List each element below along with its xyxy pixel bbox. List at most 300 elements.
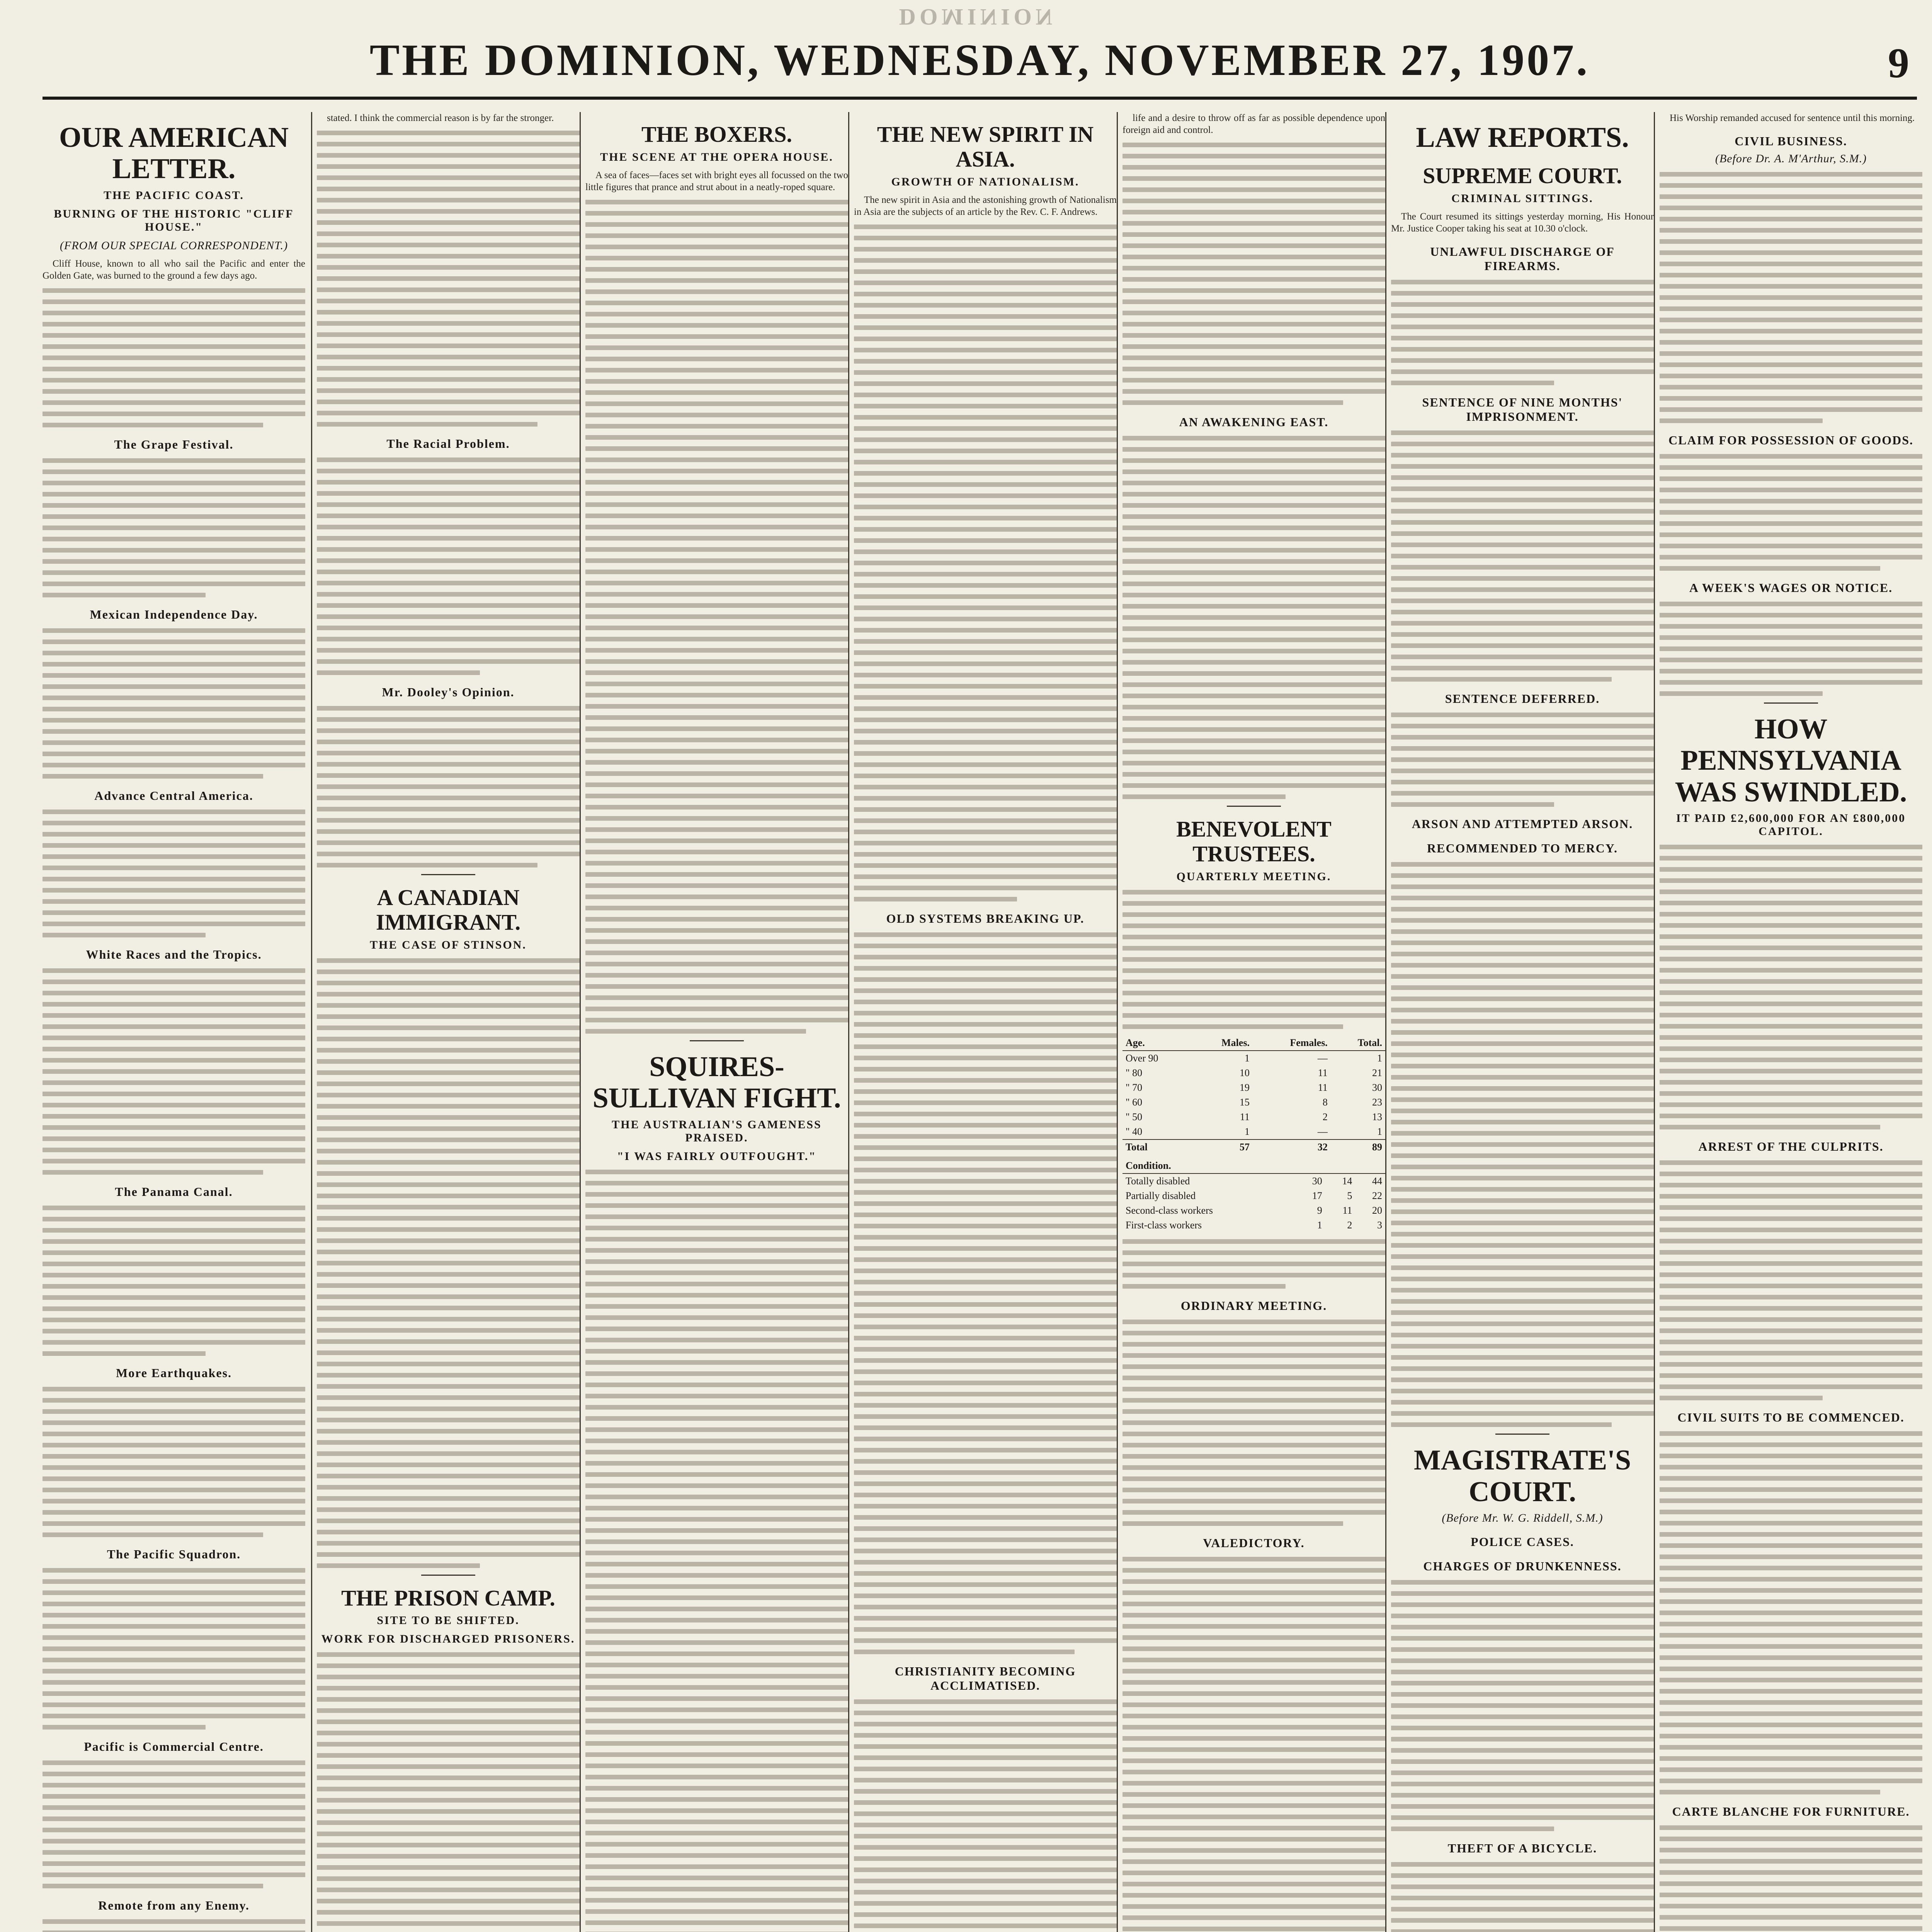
section-heading: Advance Central America. bbox=[94, 788, 253, 803]
text-line bbox=[1122, 277, 1385, 282]
text-line bbox=[585, 245, 848, 249]
text-line bbox=[854, 348, 1117, 352]
text-line bbox=[1122, 1342, 1385, 1347]
text-line bbox=[1391, 509, 1654, 514]
text-line bbox=[317, 1194, 580, 1198]
article-subhead: IT PAID £2,600,000 FOR AN £800,000 CAPITOL. bbox=[1676, 812, 1906, 838]
table-cell: 2 bbox=[1347, 1219, 1352, 1231]
table-cell: Totally disabled bbox=[1126, 1175, 1190, 1187]
text-line bbox=[1122, 1702, 1385, 1707]
text-line bbox=[317, 659, 580, 664]
text-line bbox=[854, 1425, 1117, 1430]
text-line bbox=[1122, 243, 1385, 248]
text-line bbox=[854, 650, 1117, 655]
text-line bbox=[854, 1325, 1117, 1329]
text-line bbox=[1660, 250, 1922, 255]
text-line bbox=[585, 614, 848, 619]
text-line bbox=[43, 1919, 305, 1924]
table-cell: 13 bbox=[1372, 1111, 1382, 1122]
text-line bbox=[317, 670, 480, 675]
text-line bbox=[854, 1504, 1117, 1509]
text-line bbox=[43, 821, 305, 825]
text-line bbox=[1391, 1198, 1654, 1203]
text-line bbox=[585, 1640, 848, 1645]
text-line bbox=[1122, 705, 1385, 709]
text-line bbox=[585, 1797, 848, 1802]
text-line bbox=[1122, 447, 1385, 452]
text-line bbox=[585, 1831, 848, 1835]
column-5 bbox=[1122, 112, 1385, 1932]
text-line bbox=[585, 256, 848, 260]
text-line bbox=[317, 1037, 580, 1041]
body-text bbox=[854, 224, 1117, 901]
text-line bbox=[1122, 1669, 1385, 1673]
text-line bbox=[317, 1317, 580, 1321]
body-text bbox=[317, 457, 580, 675]
text-line bbox=[43, 1273, 305, 1277]
text-line bbox=[1660, 912, 1922, 917]
column-divider bbox=[1385, 112, 1386, 1932]
table-cell: " 40 bbox=[1126, 1126, 1143, 1137]
text-line bbox=[1660, 1384, 1922, 1389]
text-line bbox=[1122, 266, 1385, 270]
text-line bbox=[1660, 1498, 1922, 1503]
text-line bbox=[1122, 1420, 1385, 1425]
text-line bbox=[1391, 599, 1654, 603]
text-line bbox=[854, 303, 1117, 308]
article-lead: A sea of faces—faces set with bright eyes all focussed on the two little figures that prance and strut about in a neatly-roped square. bbox=[585, 170, 848, 192]
text-line bbox=[43, 412, 305, 416]
text-line bbox=[43, 1872, 305, 1877]
text-line bbox=[854, 1089, 1117, 1094]
text-line bbox=[317, 981, 580, 985]
text-line bbox=[1122, 890, 1385, 895]
text-line bbox=[1122, 694, 1385, 698]
text-line bbox=[1391, 587, 1654, 592]
section-heading: The Grape Festival. bbox=[114, 437, 234, 451]
text-line bbox=[43, 910, 305, 915]
text-line bbox=[585, 995, 848, 1000]
column-divider bbox=[848, 112, 849, 1932]
text-line bbox=[1122, 1770, 1385, 1774]
text-line bbox=[1660, 1566, 1922, 1570]
text-line bbox=[43, 1794, 305, 1799]
article-divider bbox=[690, 1040, 744, 1041]
table-cell: — bbox=[1317, 1052, 1328, 1064]
text-line bbox=[854, 594, 1117, 599]
text-line bbox=[585, 816, 848, 821]
text-line bbox=[317, 1138, 580, 1142]
text-line bbox=[854, 1459, 1117, 1464]
text-line bbox=[854, 516, 1117, 520]
text-line bbox=[854, 1789, 1117, 1794]
text-line bbox=[1391, 757, 1654, 762]
text-line bbox=[854, 966, 1117, 971]
text-line bbox=[1660, 1756, 1922, 1761]
text-line bbox=[1660, 172, 1922, 177]
text-line bbox=[1660, 1228, 1922, 1232]
text-line bbox=[1122, 682, 1385, 687]
text-line bbox=[854, 1890, 1117, 1895]
text-line bbox=[1660, 1351, 1922, 1355]
text-line bbox=[1391, 520, 1654, 525]
table-cell: 21 bbox=[1372, 1067, 1382, 1078]
text-line bbox=[854, 1778, 1117, 1782]
text-line bbox=[317, 740, 580, 744]
text-line bbox=[854, 1744, 1117, 1749]
text-line bbox=[585, 1607, 848, 1611]
text-line bbox=[1122, 1759, 1385, 1763]
text-line bbox=[1391, 453, 1654, 457]
text-line bbox=[854, 1800, 1117, 1805]
column-divider bbox=[1654, 112, 1655, 1932]
text-line bbox=[585, 558, 848, 563]
text-line bbox=[585, 1394, 848, 1398]
text-line bbox=[585, 525, 848, 529]
text-line bbox=[1660, 1678, 1922, 1682]
article-byline: (FROM OUR SPECIAL CORRESPONDENT.) bbox=[60, 239, 288, 252]
text-line bbox=[43, 1602, 305, 1606]
text-line bbox=[854, 1901, 1117, 1906]
text-line bbox=[585, 1820, 848, 1824]
text-line bbox=[1122, 311, 1385, 315]
text-line bbox=[585, 457, 848, 462]
text-line bbox=[585, 480, 848, 485]
text-line bbox=[585, 592, 848, 597]
text-line bbox=[43, 1590, 305, 1595]
bleed-through-text: DOMINION bbox=[899, 4, 1056, 30]
text-line bbox=[585, 1920, 848, 1925]
text-line bbox=[317, 514, 580, 518]
body-text bbox=[1391, 1580, 1654, 1831]
text-line bbox=[1660, 1024, 1922, 1029]
text-line bbox=[317, 1160, 580, 1165]
section-heading: The Pacific Squadron. bbox=[107, 1547, 241, 1561]
text-line bbox=[317, 1552, 580, 1557]
text-line bbox=[854, 729, 1117, 733]
text-line bbox=[585, 390, 848, 395]
text-line bbox=[1122, 1859, 1385, 1864]
text-line bbox=[317, 614, 580, 619]
text-line bbox=[1660, 217, 1922, 221]
text-line bbox=[585, 547, 848, 552]
text-line bbox=[1391, 1670, 1654, 1674]
text-line bbox=[1122, 638, 1385, 642]
masthead-rule bbox=[43, 97, 1917, 100]
body-text bbox=[1122, 143, 1385, 405]
text-line bbox=[317, 1764, 580, 1769]
text-line bbox=[1660, 1002, 1922, 1006]
text-line bbox=[854, 1336, 1117, 1340]
text-line bbox=[585, 704, 848, 709]
text-line bbox=[1660, 990, 1922, 995]
text-line bbox=[1391, 1726, 1654, 1730]
text-line bbox=[1660, 1859, 1922, 1864]
text-line bbox=[585, 1674, 848, 1679]
text-line bbox=[43, 1228, 305, 1233]
text-line bbox=[1660, 1091, 1922, 1096]
text-line bbox=[1391, 1907, 1654, 1912]
table-cell: " 70 bbox=[1126, 1082, 1143, 1093]
text-line bbox=[1122, 154, 1385, 158]
text-line bbox=[585, 1786, 848, 1791]
text-line bbox=[1660, 273, 1922, 277]
text-line bbox=[1660, 1183, 1922, 1187]
table-cell: 22 bbox=[1372, 1190, 1382, 1201]
text-line bbox=[317, 1519, 580, 1523]
text-line bbox=[854, 1616, 1117, 1621]
text-line bbox=[1660, 1454, 1922, 1458]
text-line bbox=[1391, 1862, 1654, 1867]
text-line bbox=[1122, 1602, 1385, 1606]
text-line bbox=[317, 1059, 580, 1064]
text-line bbox=[1391, 1647, 1654, 1652]
text-line bbox=[43, 1443, 305, 1447]
text-line bbox=[317, 773, 580, 778]
text-line bbox=[1660, 385, 1922, 389]
text-line bbox=[43, 933, 206, 937]
text-line bbox=[43, 1465, 305, 1470]
table-header: Females. bbox=[1253, 1036, 1331, 1051]
table-cell: " 50 bbox=[1126, 1111, 1143, 1122]
text-line bbox=[317, 1406, 580, 1411]
text-line bbox=[854, 684, 1117, 689]
text-line bbox=[1660, 362, 1922, 367]
text-line bbox=[43, 526, 305, 530]
text-line bbox=[585, 514, 848, 518]
text-line bbox=[317, 1350, 580, 1355]
text-line bbox=[1660, 1611, 1922, 1615]
body-text bbox=[43, 1568, 305, 1730]
text-line bbox=[1122, 1613, 1385, 1617]
table-cell: 30 bbox=[1312, 1175, 1322, 1187]
text-line bbox=[854, 1392, 1117, 1396]
text-line bbox=[585, 1315, 848, 1320]
text-line bbox=[1660, 262, 1922, 266]
text-line bbox=[585, 1304, 848, 1309]
text-line bbox=[317, 491, 580, 496]
text-line bbox=[317, 1306, 580, 1310]
text-line bbox=[854, 617, 1117, 621]
article-headline: HOW PENNSYLVANIA WAS SWINDLED. bbox=[1675, 713, 1907, 808]
text-line bbox=[43, 899, 305, 904]
text-line bbox=[1391, 336, 1654, 340]
text-line bbox=[585, 1237, 848, 1242]
text-line bbox=[317, 1686, 580, 1690]
table-cell: Second-class workers bbox=[1126, 1204, 1213, 1216]
body-text bbox=[854, 932, 1117, 1654]
text-line bbox=[1660, 351, 1922, 356]
text-line bbox=[1122, 582, 1385, 586]
text-line bbox=[585, 782, 848, 787]
section-heading: ORDINARY MEETING. bbox=[1180, 1298, 1327, 1313]
text-line bbox=[1391, 1759, 1654, 1764]
text-line bbox=[1660, 239, 1922, 244]
text-line bbox=[1660, 1848, 1922, 1852]
text-line bbox=[317, 547, 580, 552]
text-line bbox=[317, 1216, 580, 1221]
text-line bbox=[1122, 570, 1385, 575]
text-line bbox=[1391, 963, 1654, 968]
text-line bbox=[1391, 735, 1654, 740]
text-line bbox=[1660, 329, 1922, 333]
text-line bbox=[1122, 1646, 1385, 1651]
text-line bbox=[43, 288, 305, 293]
text-line bbox=[854, 1856, 1117, 1861]
text-line bbox=[317, 231, 580, 236]
text-line bbox=[317, 388, 580, 393]
text-line bbox=[43, 1092, 305, 1096]
table-row bbox=[1122, 1051, 1385, 1066]
text-line bbox=[43, 1624, 305, 1629]
text-line bbox=[1122, 389, 1385, 394]
text-line bbox=[317, 1787, 580, 1791]
text-line bbox=[1391, 1109, 1654, 1113]
text-line bbox=[1122, 232, 1385, 237]
text-line bbox=[317, 1697, 580, 1702]
text-line bbox=[317, 1227, 580, 1232]
text-line bbox=[854, 886, 1117, 890]
text-line bbox=[43, 548, 305, 553]
table-cell: 17 bbox=[1312, 1190, 1322, 1201]
text-line bbox=[585, 1663, 848, 1667]
text-line bbox=[585, 1170, 848, 1174]
text-line bbox=[1391, 1929, 1654, 1932]
text-line bbox=[317, 254, 580, 259]
text-line bbox=[43, 832, 305, 837]
text-line bbox=[585, 1775, 848, 1779]
text-line bbox=[317, 796, 580, 800]
text-line bbox=[1122, 367, 1385, 371]
section-heading: AN AWAKENING EAST. bbox=[1179, 415, 1329, 429]
text-line bbox=[43, 1646, 305, 1651]
text-line bbox=[1391, 1333, 1654, 1337]
text-line bbox=[1391, 1075, 1654, 1080]
text-line bbox=[1660, 306, 1922, 311]
text-line bbox=[43, 514, 305, 519]
table-cell: 19 bbox=[1239, 1082, 1250, 1093]
article-headline: OUR AMERICAN LETTER. bbox=[59, 122, 289, 185]
text-line bbox=[317, 840, 580, 845]
text-line bbox=[317, 1731, 580, 1735]
body-text bbox=[1660, 1160, 1922, 1400]
text-line bbox=[1122, 526, 1385, 530]
text-line bbox=[585, 1708, 848, 1712]
text-line bbox=[585, 749, 848, 753]
text-line bbox=[1391, 713, 1654, 717]
text-line bbox=[585, 794, 848, 798]
text-line bbox=[317, 626, 580, 630]
text-line bbox=[1122, 772, 1385, 777]
text-line bbox=[854, 1000, 1117, 1004]
text-line bbox=[1122, 299, 1385, 304]
text-line bbox=[317, 1888, 580, 1892]
text-line bbox=[1660, 946, 1922, 950]
text-line bbox=[317, 1563, 480, 1568]
text-line bbox=[43, 651, 305, 655]
text-line bbox=[1122, 548, 1385, 553]
text-line bbox=[585, 200, 848, 204]
text-line bbox=[854, 460, 1117, 464]
text-line bbox=[43, 1136, 305, 1141]
table-cell: — bbox=[1317, 1126, 1328, 1137]
text-line bbox=[585, 895, 848, 899]
table-total-row bbox=[1122, 1139, 1385, 1155]
text-line bbox=[1391, 498, 1654, 502]
text-line bbox=[1391, 1008, 1654, 1012]
text-line bbox=[43, 968, 305, 973]
text-line bbox=[1122, 1557, 1385, 1561]
text-line bbox=[317, 1474, 580, 1478]
text-line bbox=[585, 951, 848, 955]
page-number: 9 bbox=[1888, 39, 1909, 87]
text-line bbox=[585, 1730, 848, 1735]
text-line bbox=[1391, 1770, 1654, 1775]
text-line bbox=[317, 1003, 580, 1008]
text-line bbox=[585, 469, 848, 473]
text-line bbox=[43, 740, 305, 745]
text-line bbox=[1122, 255, 1385, 259]
text-line bbox=[43, 1262, 305, 1266]
text-line bbox=[43, 1318, 305, 1322]
text-line bbox=[585, 637, 848, 641]
text-line bbox=[854, 1044, 1117, 1049]
text-line bbox=[1660, 1172, 1922, 1176]
text-line bbox=[317, 299, 580, 303]
text-line bbox=[1122, 1320, 1385, 1324]
section-heading: CIVIL SUITS TO BE COMMENCED. bbox=[1677, 1410, 1905, 1425]
text-line bbox=[43, 1510, 305, 1515]
article-lead: stated. I think the commercial reason is by far the stronger. bbox=[327, 113, 554, 123]
text-line bbox=[585, 334, 848, 339]
text-line bbox=[1660, 1272, 1922, 1277]
text-line bbox=[854, 841, 1117, 845]
text-line bbox=[854, 583, 1117, 588]
text-line bbox=[854, 258, 1117, 263]
text-line bbox=[1660, 1723, 1922, 1727]
text-line bbox=[854, 224, 1117, 229]
text-line bbox=[1660, 499, 1922, 503]
text-line bbox=[1660, 284, 1922, 289]
text-line bbox=[43, 843, 305, 848]
text-line bbox=[43, 322, 305, 327]
text-line bbox=[854, 740, 1117, 745]
text-line bbox=[1122, 1781, 1385, 1786]
text-line bbox=[1660, 1837, 1922, 1841]
text-line bbox=[1122, 794, 1286, 799]
text-line bbox=[43, 1680, 305, 1685]
text-line bbox=[1660, 1904, 1922, 1908]
text-line bbox=[43, 707, 305, 711]
text-line bbox=[585, 233, 848, 238]
text-line bbox=[1660, 1442, 1922, 1447]
text-line bbox=[1391, 1366, 1654, 1371]
text-line bbox=[1122, 1590, 1385, 1595]
text-line bbox=[1660, 1588, 1922, 1593]
text-line bbox=[1660, 1058, 1922, 1062]
text-line bbox=[1391, 1041, 1654, 1046]
text-line bbox=[43, 1295, 305, 1300]
table-cell: " 80 bbox=[1126, 1067, 1143, 1078]
article-subhead: THE SCENE AT THE OPERA HOUSE. bbox=[600, 150, 833, 163]
text-line bbox=[1660, 1284, 1922, 1288]
text-line bbox=[1391, 1827, 1554, 1831]
text-line bbox=[1122, 660, 1385, 665]
text-line bbox=[854, 281, 1117, 285]
text-line bbox=[854, 1269, 1117, 1273]
table-cell: Over 90 bbox=[1126, 1052, 1158, 1064]
text-line bbox=[317, 1451, 580, 1456]
